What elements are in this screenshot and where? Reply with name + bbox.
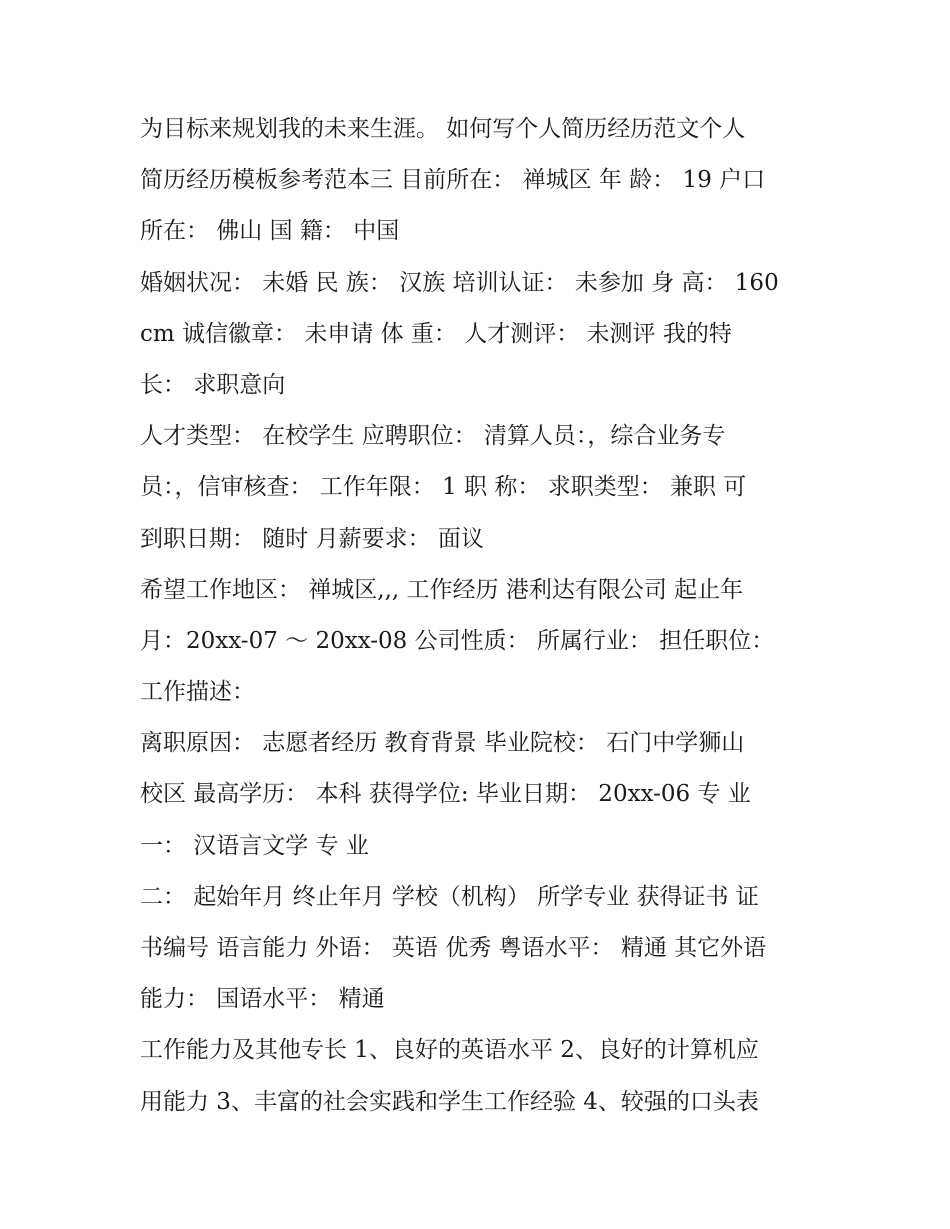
text-line: 婚姻状况： 未婚 民 族： 汉族 培训认证： 未参加 身 高： 160 — [140, 269, 779, 296]
text-line: 简历经历模板参考范本三 目前所在： 禅城区 年 龄： 19 户口 — [140, 167, 766, 194]
text-line: 二： 起始年月 终止年月 学校（机构） 所学专业 获得证书 证 — [140, 883, 759, 910]
text-line: cm 诚信徽章： 未申请 体 重： 人才测评： 未测评 我的特 — [140, 320, 732, 347]
text-line: 书编号 语言能力 外语： 英语 优秀 粤语水平： 精通 其它外语 — [140, 935, 767, 961]
text-line: 员：，信审核查： 工作年限： 1 职 称： 求职类型： 兼职 可 — [140, 474, 747, 501]
text-line: 工作能力及其他专长 1、良好的英语水平 2、良好的计算机应 — [140, 1037, 759, 1064]
text-line: 希望工作地区： 禅城区,,, 工作经历 港利达有限公司 起止年 — [140, 576, 744, 603]
text-line: 能力： 国语水平： 精通 — [140, 986, 385, 1013]
text-line: 离职原因： 志愿者经历 教育背景 毕业院校： 石门中学狮山 — [140, 730, 745, 757]
text-line: 到职日期： 随时 月薪要求： 面议 — [140, 525, 484, 552]
text-line: 一： 汉语言文学 专 业 — [140, 832, 369, 859]
text-line: 所在： 佛山 国 籍： 中国 — [140, 218, 400, 245]
text-line: 长： 求职意向 — [140, 371, 286, 398]
text-line: 校区 最高学历： 本科 获得学位: 毕业日期： 20xx-06 专 业 — [140, 781, 751, 808]
text-line: 工作描述： — [140, 679, 255, 706]
text-line: 人才类型： 在校学生 应聘职位： 清算人员：，综合业务专 — [140, 423, 726, 450]
text-line: 用能力 3、丰富的社会实践和学生工作经验 4、较强的口头表 — [140, 1088, 759, 1115]
text-line: 月：20xx-07 ～ 20xx-08 公司性质： 所属行业： 担任职位： — [140, 627, 775, 654]
text-line: 为目标来规划我的未来生涯。 如何写个人简历经历范文个人 — [140, 116, 746, 142]
document-body — [140, 104, 820, 1128]
